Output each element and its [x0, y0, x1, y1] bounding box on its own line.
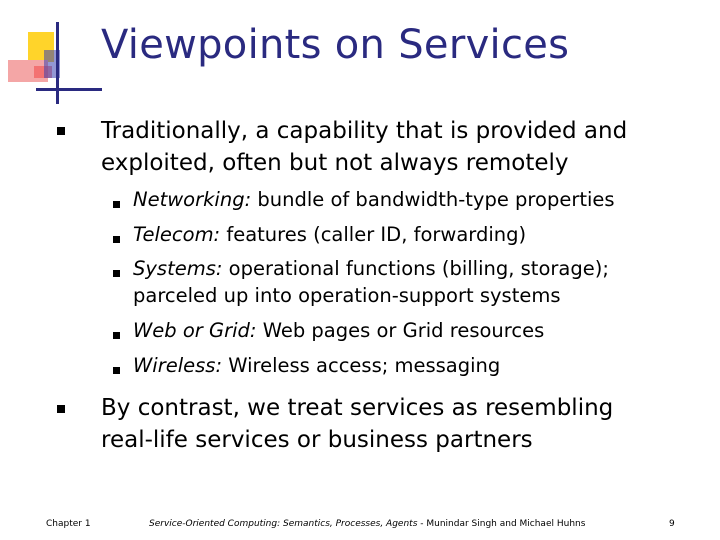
sub-bullet-marker	[113, 236, 120, 243]
sub-bullet-term: Systems:	[133, 257, 223, 280]
footer-credit	[149, 519, 585, 529]
footer-credit-title: Service-Oriented Computing: Semantics, Processes, Agents	[149, 519, 418, 529]
sub-bullet-term: Web or Grid:	[133, 319, 257, 342]
footer-page-number: 9	[669, 519, 675, 529]
sub-bullet-text	[133, 222, 526, 248]
bullet-line: real-life services or business partners	[101, 427, 533, 453]
sub-bullet-text	[133, 187, 615, 213]
sub-bullet-desc: bundle of bandwidth-type properties	[251, 188, 615, 211]
sub-bullet-text	[133, 353, 500, 379]
sub-bullet-text	[133, 256, 609, 310]
bullet-text	[101, 115, 627, 179]
sub-bullet-continuation: parceled up into operation-support systems	[133, 284, 561, 307]
sub-bullet-term: Networking:	[133, 188, 252, 211]
sub-bullet-text	[133, 318, 544, 344]
bullet-line: Traditionally, a capability that is provided and	[101, 118, 628, 144]
bullet-marker	[57, 405, 65, 413]
sub-bullet-desc: features (caller ID, forwarding)	[220, 223, 527, 246]
bullet-line: By contrast, we treat services as resembling	[101, 395, 614, 421]
bullet-marker	[57, 127, 65, 135]
sub-bullet-marker	[113, 332, 120, 339]
sub-bullet-desc: Wireless access; messaging	[222, 354, 501, 377]
bullet-text	[101, 392, 613, 456]
footer-credit-authors: - Munindar Singh and Michael Huhns	[417, 519, 586, 529]
slide-title: Viewpoints on Services	[101, 22, 570, 68]
sub-bullet-desc: Web pages or Grid resources	[256, 319, 545, 342]
sub-bullet-marker	[113, 367, 120, 374]
sub-bullet-desc: operational functions (billing, storage);	[222, 257, 609, 280]
sub-bullet-term: Telecom:	[133, 223, 221, 246]
footer-chapter: Chapter 1	[46, 519, 91, 529]
bullet-line: exploited, often but not always remotely	[101, 150, 569, 176]
sub-bullet-marker	[113, 270, 120, 277]
slide-logo	[0, 0, 110, 110]
sub-bullet-marker	[113, 201, 120, 208]
sub-bullet-term: Wireless:	[133, 354, 223, 377]
